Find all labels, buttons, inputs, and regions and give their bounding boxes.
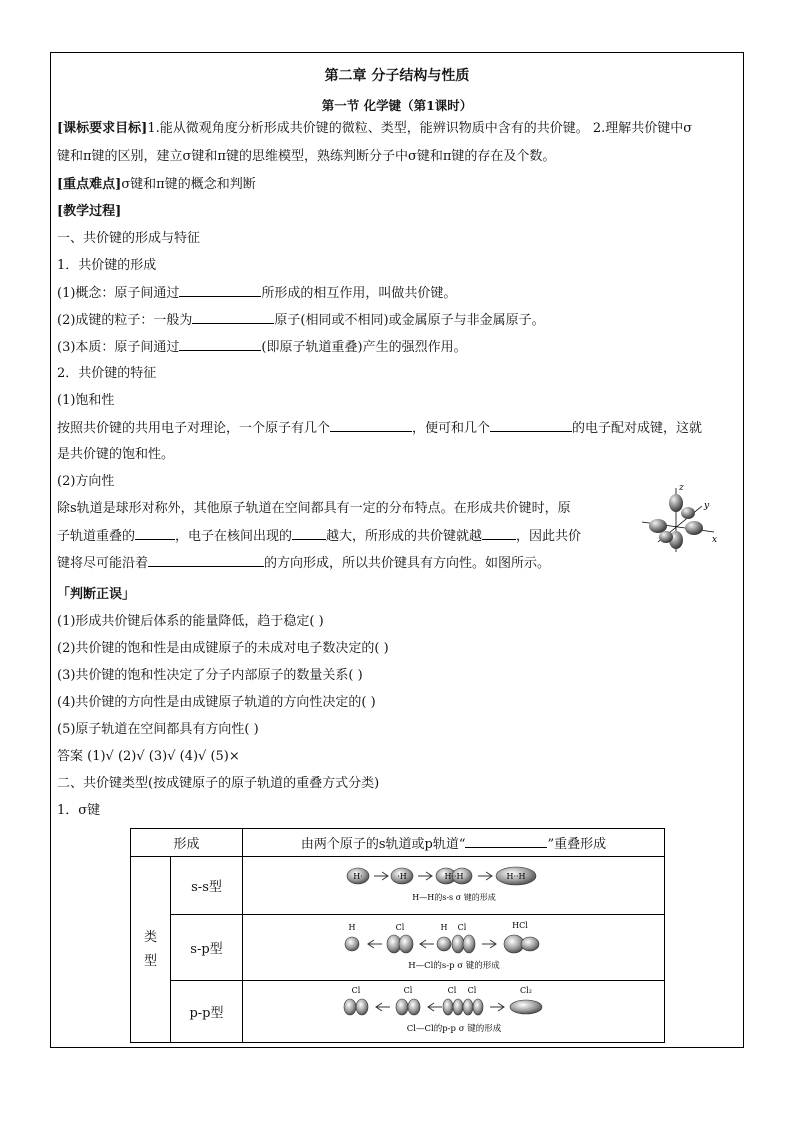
orbital-lobe [685,521,703,535]
atom-label: Cl [467,985,476,995]
direction-line-1: 除s轨道是球形对称外，其他原子轨道在空间都具有一定的分布特点。在形成共价键时，原 [57,501,571,516]
p-orbital-lobe [453,999,463,1015]
essence-line [57,338,467,357]
sp-caption: H—Cl的s-p σ 键的形成 [407,960,500,971]
particles-text-b: 原子(相同或不相同)或金属原子与非金属原子。 [274,313,545,328]
h-atom [345,937,359,951]
pp-caption: Cl—Cl的p-p σ 键的形成 [406,1023,501,1034]
fill-blank[interactable] [490,419,572,432]
sp-row [131,915,665,981]
ss-diagram-cell [243,857,665,915]
orbital-lobe [669,494,683,512]
saturation-text-b: ，便可和几个 [412,421,491,436]
molecule-label: H··H [505,871,526,881]
atom-label: H· [352,871,363,881]
key-points-label: [重点难点] [57,177,122,192]
atom-label: Cl [395,922,404,932]
type-label [131,857,171,1043]
judge-item-2: (2)共价键的饱和性是由成键原子的未成对电子数决定的( ) [57,641,389,656]
formation-text-b: ”重叠形成 [547,837,607,852]
section-subtitle: 第一节 化学键（第1课时） [321,98,473,113]
p-orbital-lobe [463,935,475,953]
judge-item-4: (4)共价键的方向性是由成键原子轨道的方向性决定的( ) [57,695,376,710]
type-label-char-2: 型 [143,953,157,969]
ss-bond-diagram [334,862,574,906]
atom-label: H [348,922,355,932]
direction-text-e: 键将尽可能沿着 [57,556,149,571]
p-orbital-lobe [399,935,413,953]
objectives-line-2: 键和π键的区别，建立σ键和π键的思维模型，熟练判断分子中σ键和π键的存在及个数。 [57,149,556,164]
molecule-label: HCl [511,920,528,930]
fill-blank[interactable] [148,554,264,567]
section1-sub1: 1．共价键的形成 [57,258,157,273]
concept-text-a: (1)概念：原子间通过 [57,286,180,301]
particles-line [57,311,545,330]
section2-sub1: 1．σ键 [57,803,101,818]
p-orbital-lobe [396,999,408,1015]
saturation-line-1 [57,419,702,438]
p-orbital-lobe [443,999,453,1015]
ss-row [131,857,665,915]
pp-type: p-p型 [171,981,243,1043]
judge-answer: 答案 (1)√ (2)√ (3)√ (4)√ (5)× [57,749,240,764]
p-orbital-lobe [344,999,356,1015]
molecule-label: Cl₂ [519,985,532,995]
atom-pair-label: H··H [443,871,464,881]
pp-bond-diagram [334,983,574,1037]
objectives-line-1 [57,120,692,138]
orbital-lobe [659,531,673,543]
key-points-line [57,176,256,194]
essence-text-a: (3)本质：原子间通过 [57,340,180,355]
process-label: [教学过程] [57,204,122,219]
direction-text-d: ，因此共价 [516,529,582,544]
objectives-text-1: 1.能从微观角度分析形成共价键的微粒、类型，能辨识物质中含有的共价键。 2.理解共价键中σ [147,121,693,136]
arrow-right-icon [490,1003,504,1011]
concept-line [57,284,456,303]
sp-bond-diagram [334,918,574,974]
sp-type: s-p型 [171,915,243,981]
type-label-char-1: 类 [143,929,157,945]
fill-blank[interactable] [482,527,516,540]
direction-heading: (2)方向性 [57,474,115,489]
hcl-molecule [521,937,539,951]
fill-blank[interactable] [465,835,547,848]
p-orbital-lobe [473,999,483,1015]
direction-text-c: 越大，所形成的共价键就越 [326,529,483,544]
p-orbital-lobe [356,999,368,1015]
atom-label: Cl [403,985,412,995]
saturation-heading: (1)饱和性 [57,393,115,408]
arrow-right-icon [374,872,388,880]
sp-diagram-cell [243,915,665,981]
formation-row [131,829,665,857]
atom-label: Cl [351,985,360,995]
direction-text-a: 子轨道重叠的 [57,529,136,544]
judge-heading: 「判断正误」 [57,587,136,602]
atom-label: H [440,922,447,932]
orbital-direction-figure [632,480,724,558]
orbital-lobe [681,507,695,519]
section1-heading: 一、共价键的形成与特征 [57,231,201,246]
direction-text-b: ，电子在核间出现的 [175,529,293,544]
key-points-text: σ键和π键的概念和判断 [121,177,256,192]
direction-line-3 [57,554,550,573]
axis-label-y: y [704,501,710,511]
chapter-title: 第二章 分子结构与性质 [324,68,470,84]
saturation-text-c: 的电子配对成键，这就 [572,421,703,436]
fill-blank[interactable] [179,338,261,351]
axis-label-x: x [712,535,718,545]
saturation-text-a: 按照共价键的共用电子对理论，一个原子有几个 [57,421,331,436]
direction-line-2 [57,527,581,546]
judge-item-3: (3)共价键的饱和性决定了分子内部原子的数量关系( ) [57,668,363,683]
arrow-right-icon [478,872,492,880]
arrow-right-icon [482,940,496,948]
essence-text-b: (即原子轨道重叠)产生的强烈作用。 [261,340,467,355]
section2-heading: 二、共价键类型(按成键原子的原子轨道的重叠方式分类) [57,776,380,791]
p-orbital-lobe [452,935,464,953]
concept-text-b: 所形成的相互作用，叫做共价键。 [261,286,457,301]
arrow-left-icon [376,1003,390,1011]
orbital-lobe [649,519,667,533]
pp-diagram-cell [243,981,665,1043]
formation-label: 形成 [131,829,243,857]
cl2-molecule [510,1000,542,1014]
ss-type: s-s型 [171,857,243,915]
fill-blank[interactable] [292,527,326,540]
arrow-left-icon [428,1003,442,1011]
direction-text-f: 的方向形成，所以共价键具有方向性。如图所示。 [264,556,551,571]
fill-blank[interactable] [192,311,274,324]
judge-item-1: (1)形成共价键后体系的能量降低，趋于稳定( ) [57,614,324,629]
saturation-line-2: 是共价键的饱和性。 [57,447,175,462]
h-atom [437,937,451,951]
arrow-left-icon [368,940,382,948]
formation-text-a: 由两个原子的s轨道或p轨道“ [300,837,466,852]
objectives-label: [课标要求目标] [57,121,148,136]
pp-row [131,981,665,1043]
fill-blank[interactable] [330,419,412,432]
judge-item-5: (5)原子轨道在空间都具有方向性( ) [57,722,259,737]
p-orbital-lobe [463,999,473,1015]
ss-caption: H—H的s-s σ 键的形成 [411,892,496,902]
particles-text-a: (2)成键的粒子：一般为 [57,313,193,328]
fill-blank[interactable] [179,284,261,297]
axis-label-z: z [679,483,684,493]
arrow-left-icon [420,940,434,948]
atom-label: ·H [396,871,407,881]
sigma-bond-table [130,828,665,1043]
section1-sub2: 2．共价键的特征 [57,366,157,381]
fill-blank[interactable] [135,527,175,540]
atom-label: Cl [447,985,456,995]
arrow-right-icon [418,872,432,880]
formation-text [243,829,665,857]
p-orbital-lobe [408,999,420,1015]
atom-label: Cl [457,922,466,932]
